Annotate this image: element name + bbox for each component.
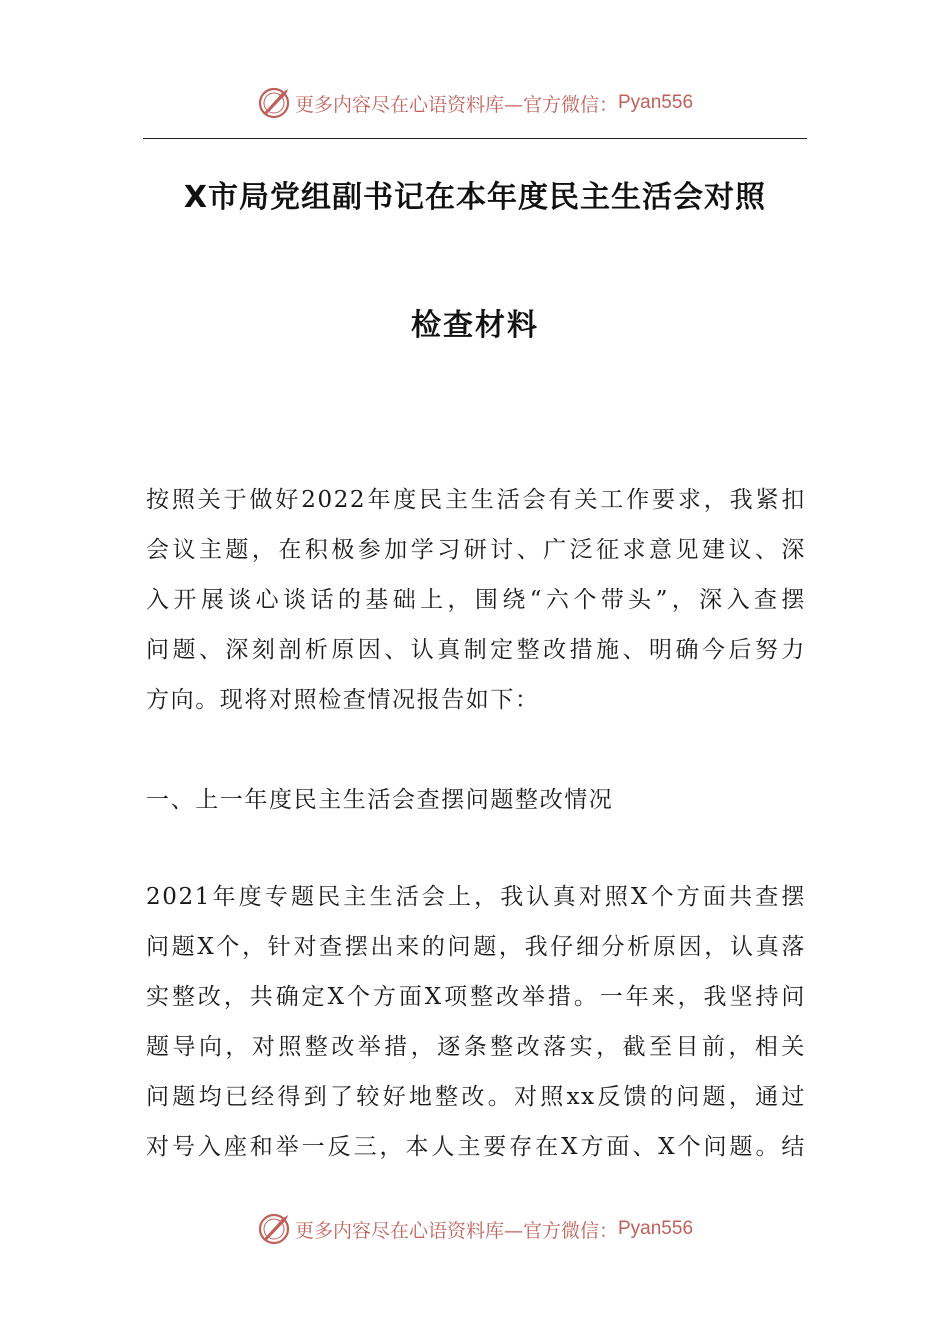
intro-paragraph	[146, 475, 806, 725]
paragraph-line: 方向。现将对照检查情况报告如下：	[146, 687, 540, 713]
watermark-text: 更多内容尽在心语资料库—官方微信：	[294, 93, 618, 116]
document-title-line-1: X市局党组副书记在本年度民主生活会对照	[183, 180, 767, 215]
footer-watermark-banner	[0, 1207, 950, 1251]
document-title-line-2: 检查材料	[411, 308, 539, 343]
paragraph-line: 问题、深刻剖析原因、认真制定整改措施、明确今后努力	[146, 637, 806, 663]
watermark-wechat-handle: Pyan556	[618, 1218, 694, 1239]
paragraph-line: 2021年度专题民主生活会上，我认真对照X个方面共查摆	[146, 884, 806, 910]
header-divider	[143, 138, 807, 139]
watermark-text: 更多内容尽在心语资料库—官方微信：	[294, 1219, 618, 1242]
paragraph-line: 实整改，共确定X个方面X项整改举措。一年来，我坚持问	[146, 984, 806, 1010]
rectification-paragraph	[146, 872, 806, 1172]
paragraph-line: 会议主题，在积极参加学习研讨、广泛征求意见建议、深	[146, 537, 806, 563]
paragraph-line: 问题均已经得到了较好地整改。对照xx反馈的问题，通过	[146, 1084, 806, 1110]
paragraph-line: 对号入座和举一反三，本人主要存在X方面、X个问题。结	[146, 1134, 806, 1160]
header-watermark-banner	[0, 81, 950, 125]
paragraph-line: 题导向，对照整改举措，逐条整改落实，截至目前，相关	[146, 1034, 806, 1060]
paragraph-line: 问题X个，针对查摆出来的问题，我仔细分析原因，认真落	[146, 934, 806, 960]
watermark-wechat-handle: Pyan556	[618, 92, 694, 113]
paragraph-line: 按照关于做好2022年度民主生活会有关工作要求，我紧扣	[146, 487, 806, 513]
paragraph-line: 入开展谈心谈话的基础上，围绕“六个带头”，深入查摆	[146, 587, 806, 613]
quill-seal-logo-icon	[257, 1212, 291, 1246]
section-heading-1: 一、上一年度民主生活会查摆问题整改情况	[146, 787, 614, 813]
quill-seal-logo-icon	[257, 86, 291, 120]
